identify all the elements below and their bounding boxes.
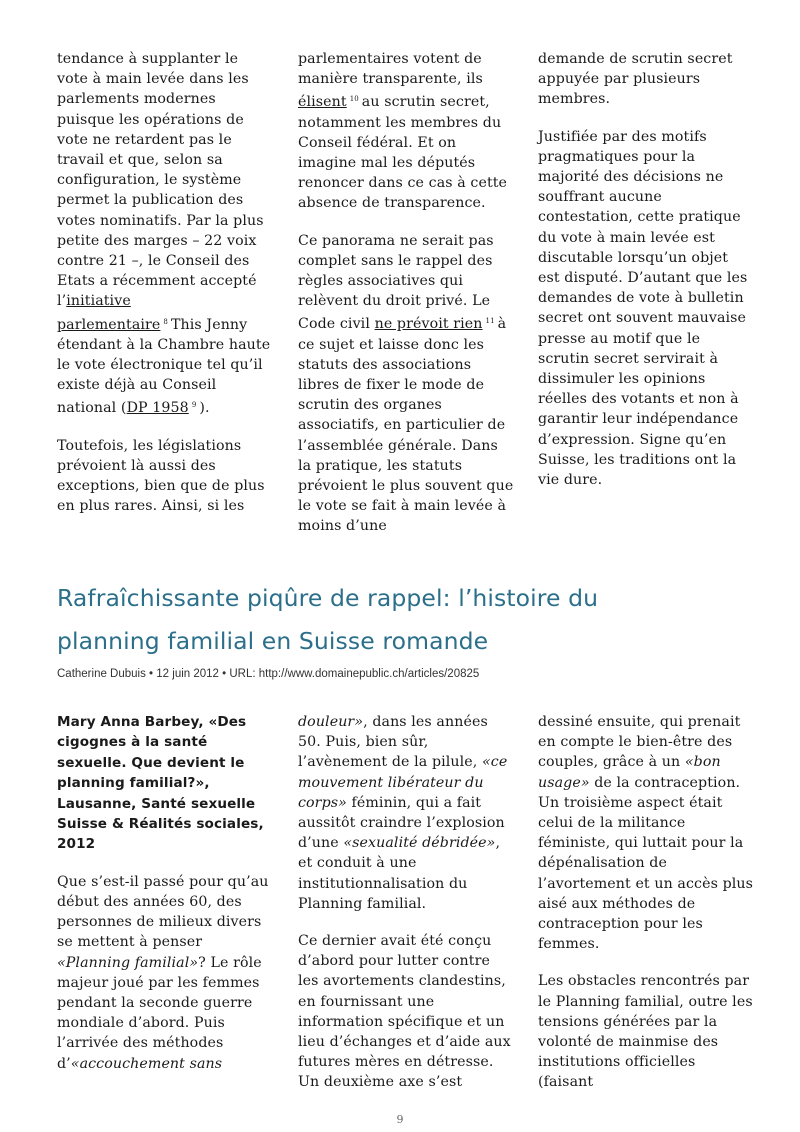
paragraph (298, 49, 514, 214)
emphasis-quote: «accouchement sans (70, 1055, 223, 1072)
emphasis-quote: «Planning familial» (57, 954, 199, 971)
paragraph-text: Que s’est-il passé pour qu’au début des années 60, des personnes de milieux divers se mettent à penser (57, 873, 269, 951)
paragraph (57, 872, 273, 1074)
paragraph: Toutefois, les législations prévoient là aussi des exceptions, bien que de plus en plus rares. Ainsi, si les (57, 437, 265, 515)
paragraph: Les obstacles rencontrés par le Planning familial, outre les tensions générées par la volonté de mainmise des institutions officielles (faisant (538, 973, 753, 1091)
paragraph-text: féminin, qui a fait aussitôt craindre l’explosion d’une (298, 794, 505, 852)
title-line: Rafraîchissante piqûre de rappel: l’histoire du (57, 584, 599, 612)
paragraph (298, 712, 514, 914)
emphasis-quote: «bon usage» (538, 754, 721, 791)
paragraph-text: ). (199, 400, 210, 417)
footnote-marker: 9 (191, 401, 197, 410)
paragraph-text: ? Le rôle majeur joué par les femmes pendant la seconde guerre mondiale d’abord. Puis l’arrivée des méthodes d’ (57, 954, 262, 1072)
paragraph-text: , dans les années 50. Puis, bien sûr, l’avènement de la pilule, (298, 714, 488, 771)
paragraph: Justifiée par des motifs pragmatiques pour la majorité des décisions ne souffrant aucune contestation, cette pratique du vote à main levée est discutable lorsqu’un objet est disputé. D’autant que les demandes de vote à bulletin secret ont souvent mauvaise presse au motif que le scrutin secret servirait à dissimuler les opinions réelles des votants et non à garantir leur indépendance d’expression. Signe qu’en Suisse, les traditions ont la vie dure. (538, 128, 748, 489)
emphasis-quote: «ce mouvement libérateur du corps» (298, 754, 508, 811)
ne-prevoit-rien-link[interactable]: ne prévoit rien (374, 316, 483, 333)
article-column-2 (298, 712, 514, 1093)
paragraph (538, 712, 754, 954)
emphasis-quote: «sexualité débridée» (343, 835, 496, 852)
elisent-link[interactable]: élisent (298, 94, 347, 111)
article-column-1 (57, 712, 273, 1074)
paragraph-text: , et conduit à une institutionnalisation du Planning familial. (298, 835, 501, 912)
paragraph (298, 231, 514, 537)
paragraph-text: de la contraception. Un troisième aspect était celui de la militance féministe, qui luttait pour la dépénalisation de l’avortement et un accès plus aisé aux méthodes de contraception pour les femmes. (538, 774, 754, 953)
book-reference: Mary Anna Barbey, «Des cigognes à la santé sexuelle. Que devient le planning familial?», Lausanne, Santé sexuelle Suisse & Réalités sociales, 2012 (57, 714, 264, 853)
paragraph-text: au scrutin secret, notamment les membres du Conseil fédéral. Et on imagine mal les députés renoncer dans ce cas à cette absence de transparence. (298, 94, 508, 212)
top-column-3 (538, 49, 754, 490)
article-column-3 (538, 712, 754, 1093)
footnote-marker: 10 (349, 95, 359, 104)
footnote-marker: 8 (163, 317, 168, 326)
paragraph (57, 49, 273, 419)
top-column-1 (57, 49, 273, 516)
article-byline: Catherine Dubuis • 12 juin 2012 • URL: http://www.domainepublic.ch/articles/20825 (57, 668, 480, 680)
paragraph-text: Ce panorama ne serait pas complet sans le rappel des règles associatives qui relèvent du droit privé. Le Code civil (298, 232, 494, 333)
dp-1958-link[interactable]: DP 1958 (126, 400, 189, 417)
paragraph: demande de scrutin secret appuyée par plusieurs membres. (538, 51, 733, 108)
title-line: planning familial en Suisse romande (57, 627, 489, 655)
article-title (57, 577, 757, 663)
paragraph-text: tendance à supplanter le vote à main levée dans les parlements modernes puisque les opérations de vote ne retardent pas le travail et que, selon sa configuration, le système permet la publication des votes nominatifs. Par la plus petite des marges – 22 voix contre 21 –, le Conseil des Etats a récemment accepté l’ (57, 51, 264, 310)
paragraph: Ce dernier avait été conçu d’abord pour lutter contre les avortements clandestins, en fournissant une information spécifique et un lieu d’échanges et d’aide aux futures mères en détresse. Un deuxième axe s’est (298, 933, 511, 1091)
emphasis-quote: douleur» (298, 714, 364, 730)
top-column-2 (298, 49, 514, 537)
paragraph-text: parlementaires votent de manière transparente, ils (298, 51, 483, 88)
page-number: 9 (396, 1113, 404, 1126)
initiative-parlementaire-link[interactable]: initiative parlementaire (57, 293, 161, 333)
paragraph-text: dessiné ensuite, qui prenait en compte le bien-être des couples, grâce à un (538, 714, 741, 771)
footnote-marker: 11 (485, 317, 495, 326)
paragraph-text: This Jenny étendant à la Chambre haute le vote électronique tel qu’il existe déjà au Conseil national ( (57, 316, 271, 417)
paragraph-text: à ce sujet et laisse donc les statuts des associations libres de fixer le mode de scrutin des organes associatifs, en particulier de l’assemblée générale. Dans la pratique, les statuts prévoient le plus souvent que le vote se fait à main levée à moins d’une (298, 316, 514, 535)
